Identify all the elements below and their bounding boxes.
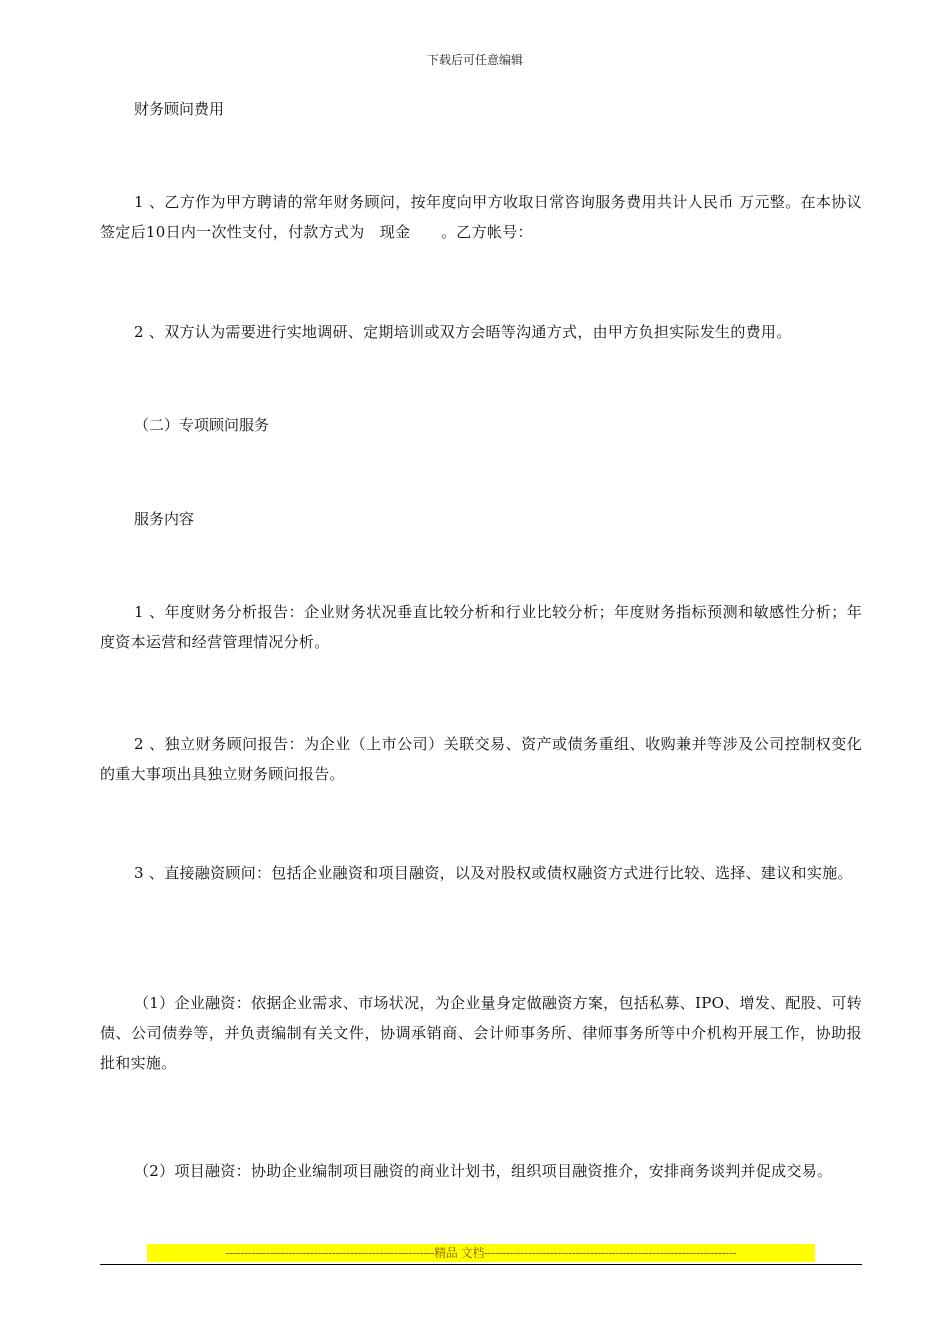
fee-item-1-text: 1 、乙方作为甲方聘请的常年财务顾问，按年度向甲方收取日常咨询服务费用共计人民币 万元整。在本协议签定后10日内一次性支付，付款方式为 现金 。乙方帐号：: [100, 193, 862, 241]
fee-item-1: [100, 187, 862, 247]
content-item-1-text: 1 、年度财务分析报告：企业财务状况垂直比较分析和行业比较分析；年度财务指标预测和敏感性分析；年度资本运营和经营管理情况分析。: [100, 603, 862, 651]
fee-item-2: [100, 317, 862, 347]
footer-banner: ---------------------------------------------------------精品 文档---------------------------------------------------------------------: [147, 1244, 815, 1262]
content-item-3: [100, 858, 862, 888]
content-item-3-text: 3 、直接融资顾问：包括企业融资和项目融资，以及对股权或债权融资方式进行比较、选择、建议和实施。: [134, 864, 853, 882]
content-item-2: [100, 729, 862, 789]
special-service-title: （二）专项顾问服务: [134, 416, 270, 434]
fee-item-2-text: 2 、双方认为需要进行实地调研、定期培训或双方会晤等沟通方式，由甲方负担实际发生的费用。: [134, 323, 792, 341]
content-item-2-text: 2 、独立财务顾问报告：为企业（上市公司）关联交易、资产或债务重组、收购兼并等涉及公司控制权变化的重大事项出具独立财务顾问报告。: [100, 735, 862, 783]
footer-divider: [100, 1264, 862, 1265]
sub-item-2: [100, 1156, 862, 1186]
sub-item-1: [100, 988, 862, 1078]
sub-item-2-text: （2）项目融资：协助企业编制项目融资的商业计划书，组织项目融资推介，安排商务谈判并促成交易。: [134, 1162, 833, 1180]
sub-item-1-text: （1）企业融资：依据企业需求、市场状况，为企业量身定做融资方案，包括私募、IPO、增发、配股、可转债、公司债券等，并负责编制有关文件，协调承销商、会计师事务所、律师事务所等中介机构开展工作，协助报批和实施。: [100, 994, 862, 1072]
content-item-1: [100, 597, 862, 657]
page-header-note: 下载后可任意编辑: [426, 53, 523, 67]
fee-section-title: 财务顾问费用: [134, 100, 225, 118]
service-content-title: 服务内容: [134, 510, 195, 528]
